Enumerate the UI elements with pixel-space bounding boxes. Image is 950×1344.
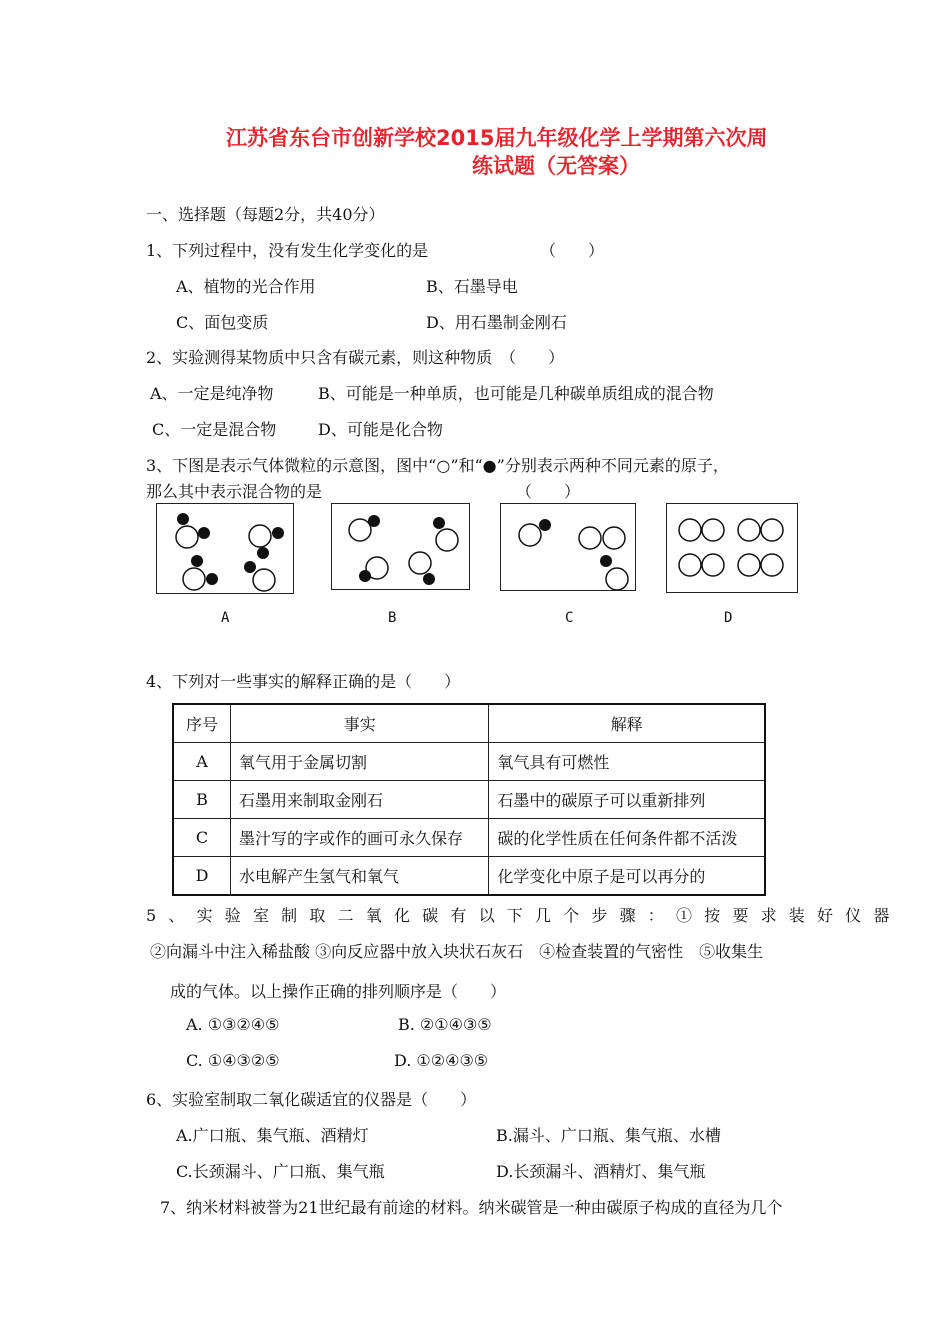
- white-atom: [253, 569, 275, 591]
- q1-option-c: C、面包变质: [176, 313, 269, 332]
- black-atom: [423, 573, 435, 585]
- q6-option-c: C.长颈漏斗、广口瓶、集气瓶: [176, 1162, 385, 1181]
- q5-stem-line2: ②向漏斗中注入稀盐酸 ③向反应器中放入块状石灰石 ④检查装置的气密性 ⑤收集生: [150, 942, 764, 961]
- white-atom: [409, 552, 431, 574]
- white-atom: [606, 568, 628, 590]
- black-atom: [359, 570, 371, 582]
- black-atom: [244, 561, 256, 573]
- q1-option-a: A、植物的光合作用: [176, 277, 316, 296]
- table-cell: 水电解产生氢气和氧气: [231, 857, 489, 896]
- white-atom: [519, 524, 541, 546]
- white-atom: [349, 519, 371, 541]
- table-cell: 石墨用来制取金刚石: [231, 781, 489, 819]
- black-atom: [272, 527, 284, 539]
- table-cell: 碳的化学性质在任何条件都不活泼: [489, 819, 765, 857]
- figure-label-a: A: [221, 610, 230, 626]
- q3-stem-line2: 那么其中表示混合物的是: [146, 482, 323, 501]
- black-atom: [600, 555, 612, 567]
- white-atom: [579, 527, 601, 549]
- particle-diagram-b: [332, 504, 469, 589]
- white-atom: [761, 554, 783, 576]
- page-title-line2: 练试题（无答案）: [472, 154, 640, 178]
- table-cell: 氧气用于金属切割: [231, 743, 489, 781]
- table-cell: D: [173, 857, 231, 896]
- black-atom: [433, 517, 445, 529]
- page-title-line1: 江苏省东台市创新学校2015届九年级化学上学期第六次周: [226, 126, 768, 150]
- q5-stem-line1: 5、实验室制取二氧化碳有以下几个步骤：①按要求装好仪器: [146, 906, 902, 925]
- q6-option-d: D.长颈漏斗、酒精灯、集气瓶: [496, 1162, 706, 1181]
- particle-diagram-a: [157, 504, 293, 593]
- white-atom: [176, 526, 198, 548]
- q1-stem: 1、下列过程中，没有发生化学变化的是: [146, 241, 429, 260]
- black-atom: [368, 515, 380, 527]
- white-atom: [436, 529, 458, 551]
- q4-table: [172, 703, 766, 896]
- figure-label-c: C: [565, 610, 574, 626]
- q1-option-b: B、石墨导电: [426, 277, 518, 296]
- black-atom: [198, 527, 210, 539]
- q2-option-d: D、可能是化合物: [318, 420, 443, 439]
- q3-answer-paren: （ ）: [516, 482, 581, 501]
- q1-option-d: D、用石墨制金刚石: [426, 313, 567, 332]
- section-heading: 一、选择题（每题2分，共40分）: [146, 205, 385, 224]
- particle-figure-d: [666, 503, 798, 593]
- figure-label-d: D: [724, 610, 733, 626]
- white-atom: [702, 519, 724, 541]
- q3-stem-line1: 3、下图是表示气体微粒的示意图，图中“○”和“●”分别表示两种不同元素的原子，: [146, 456, 729, 475]
- table-cell: 石墨中的碳原子可以重新排列: [489, 781, 765, 819]
- q5-stem-line3: 成的气体。以上操作正确的排列顺序是（ ）: [170, 982, 507, 1001]
- particle-figure-b: [331, 503, 470, 590]
- table-header-row: [173, 704, 765, 743]
- table-cell: 氧气具有可燃性: [489, 743, 765, 781]
- table-row: [173, 857, 765, 896]
- table-cell: 墨汁写的字或作的画可永久保存: [231, 819, 489, 857]
- header-cell: 事实: [231, 704, 489, 743]
- q7-stem: 7、纳米材料被誉为21世纪最有前途的材料。纳米碳管是一种由碳原子构成的直径为几个: [160, 1198, 783, 1217]
- black-atom: [257, 547, 269, 559]
- white-atom: [183, 568, 205, 590]
- q6-option-b: B.漏斗、广口瓶、集气瓶、水槽: [496, 1126, 721, 1145]
- particle-diagram-c: [501, 504, 635, 590]
- white-atom: [761, 519, 783, 541]
- table-row: [173, 781, 765, 819]
- header-cell: 序号: [173, 704, 231, 743]
- header-cell: 解释: [489, 704, 765, 743]
- particle-figure-a: [156, 503, 294, 594]
- table-cell: B: [173, 781, 231, 819]
- white-atom: [679, 554, 701, 576]
- black-atom: [206, 573, 218, 585]
- q5-option-d: D. ①②④③⑤: [394, 1051, 489, 1070]
- q5-option-a: A. ①③②④⑤: [186, 1015, 280, 1034]
- q2-option-b: B、可能是一种单质，也可能是几种碳单质组成的混合物: [318, 384, 714, 403]
- table-row: [173, 743, 765, 781]
- white-atom: [603, 527, 625, 549]
- q5-option-b: B. ②①④③⑤: [398, 1015, 492, 1034]
- white-atom: [679, 519, 701, 541]
- particle-figure-c: [500, 503, 636, 591]
- figure-label-b: B: [388, 610, 397, 626]
- table-cell: A: [173, 743, 231, 781]
- black-atom: [191, 555, 203, 567]
- table-cell: 化学变化中原子是可以再分的: [489, 857, 765, 896]
- white-atom: [738, 519, 760, 541]
- particle-diagram-d: [667, 504, 797, 592]
- q2-option-c: C、一定是混合物: [152, 420, 277, 439]
- q6-option-a: A.广口瓶、集气瓶、酒精灯: [176, 1126, 369, 1145]
- q5-option-c: C. ①④③②⑤: [186, 1051, 280, 1070]
- q6-stem: 6、实验室制取二氧化碳适宜的仪器是（ ）: [146, 1090, 477, 1109]
- table-row: [173, 819, 765, 857]
- white-atom: [738, 554, 760, 576]
- black-atom: [539, 519, 551, 531]
- q1-answer-paren: （ ）: [540, 241, 605, 260]
- q4-stem: 4、下列对一些事实的解释正确的是（ ）: [146, 672, 461, 691]
- black-atom: [177, 513, 189, 525]
- q2-option-a: A、一定是纯净物: [150, 384, 274, 403]
- q2-stem: 2、实验测得某物质中只含有碳元素，则这种物质 （ ）: [146, 348, 565, 367]
- white-atom: [249, 525, 271, 547]
- white-atom: [702, 554, 724, 576]
- table-cell: C: [173, 819, 231, 857]
